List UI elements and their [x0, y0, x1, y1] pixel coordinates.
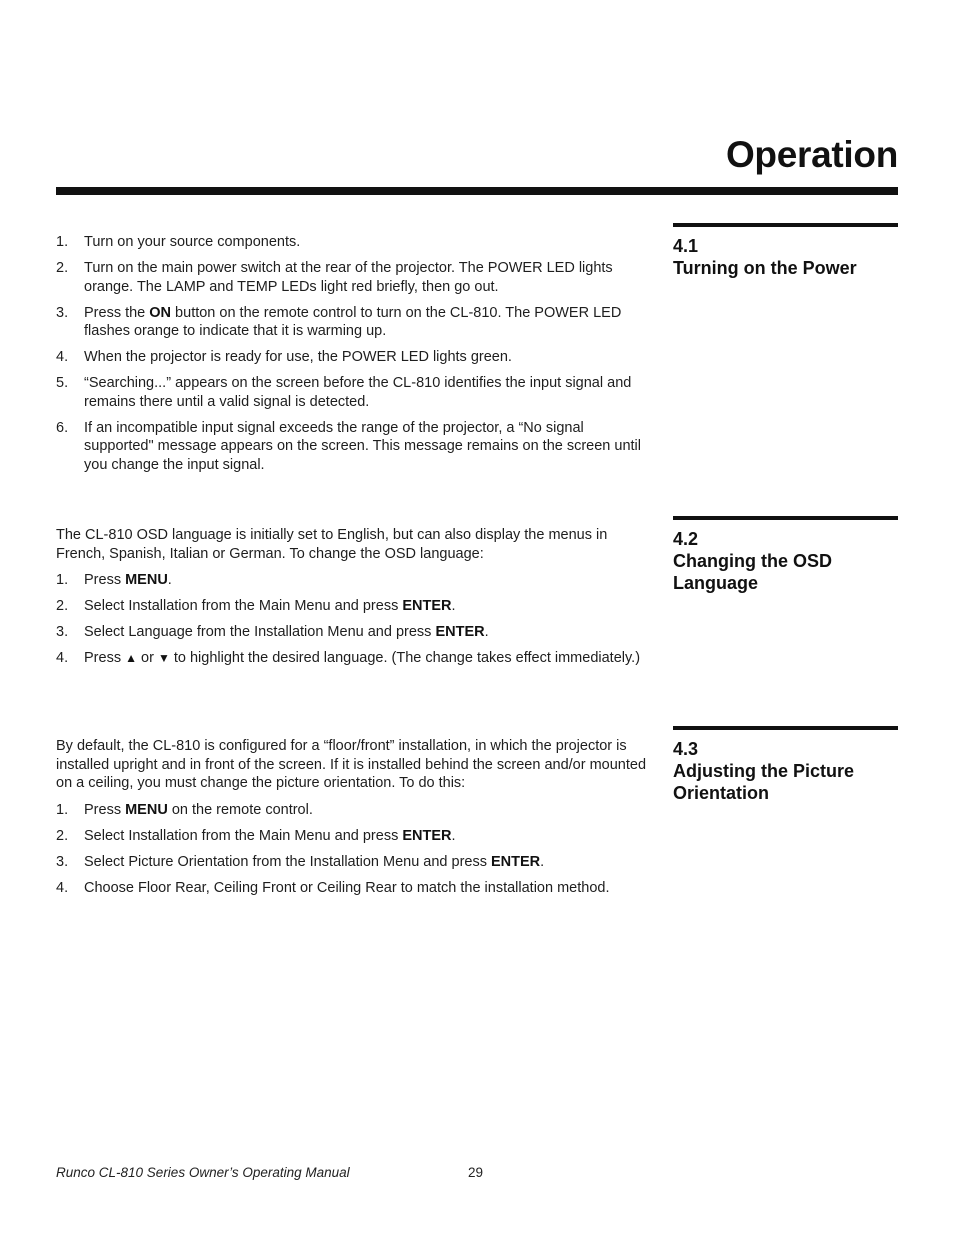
section-heading	[673, 738, 898, 804]
step-text: .	[540, 853, 545, 870]
step-item	[56, 649, 656, 668]
menu-button-label: MENU	[125, 572, 168, 588]
step-item	[56, 879, 656, 898]
step-number: 3.	[56, 624, 69, 640]
section-rule	[673, 726, 898, 730]
step-number: 4.	[56, 349, 69, 365]
section-heading	[673, 528, 898, 594]
down-arrow-icon: ▼	[157, 651, 170, 665]
step-text: .	[451, 598, 456, 614]
step-item	[56, 597, 656, 616]
step-list	[56, 801, 656, 898]
up-arrow-icon: ▲	[125, 651, 137, 665]
step-item	[56, 233, 656, 252]
step-number: 2.	[56, 827, 69, 844]
step-text: .	[484, 624, 489, 640]
step-item	[56, 801, 656, 820]
step-text: When the projector is ready for use, the POWER LED lights green.	[84, 349, 512, 365]
step-item	[56, 571, 656, 590]
section-intro: The CL-810 OSD language is initially set to English, but can also display the menus in French, Spanish, Italian or German. To change the OSD language:	[56, 527, 608, 562]
footer-page-number: 29	[468, 1165, 484, 1180]
section-number: 4.3	[673, 739, 699, 759]
step-text: on the remote control.	[167, 801, 313, 818]
step-item	[56, 374, 656, 411]
step-text: Press	[84, 801, 126, 818]
step-text: Select Picture Orientation from the Installation Menu and press	[84, 853, 492, 870]
section-number: 4.1	[673, 236, 699, 256]
section-body	[56, 526, 656, 675]
step-number: 5.	[56, 375, 69, 391]
on-button-label: ON	[149, 304, 172, 321]
step-text: Select Installation from the Main Menu and press	[84, 598, 403, 614]
step-number: 2.	[56, 260, 69, 276]
step-number: 4.	[56, 879, 69, 896]
step-item	[56, 623, 656, 642]
step-number: 6.	[56, 419, 69, 436]
step-number: 1.	[56, 234, 69, 250]
step-text: or	[136, 650, 158, 666]
step-number: 3.	[56, 304, 69, 321]
step-item	[56, 348, 656, 367]
step-number: 3.	[56, 853, 69, 870]
step-text: .	[167, 572, 172, 588]
section-title: Turning on the Power	[673, 258, 857, 278]
step-text: button on the remote control to turn on the CL-810. The POWER LED flashes orange to indicate that it is warming up.	[84, 304, 622, 339]
step-number: 2.	[56, 598, 69, 614]
step-text: Turn on the main power switch at the rear of the projector. The POWER LED lights orange. The LAMP and TEMP LEDs light red briefly, then go out.	[84, 260, 613, 295]
chapter-title: Operation	[725, 134, 898, 175]
section-rule	[673, 223, 898, 227]
step-number: 1.	[56, 572, 69, 588]
step-text: Choose Floor Rear, Ceiling Front or Ceiling Rear to match the installation method.	[84, 879, 610, 896]
section-title-line1: Adjusting the Picture	[673, 761, 855, 781]
step-item	[56, 853, 656, 872]
step-text: to highlight the desired language. (The change takes effect immediately.)	[169, 650, 641, 666]
section-title-line2: Orientation	[673, 783, 770, 803]
step-text: Select Installation from the Main Menu and press	[84, 827, 403, 844]
step-item	[56, 827, 656, 846]
step-list	[56, 571, 656, 668]
step-text: If an incompatible input signal exceeds the range of the projector, a “No signal supported" message appears on the screen. This message remains on the screen until you change the input signal.	[84, 419, 641, 473]
enter-button-label: ENTER	[402, 598, 452, 614]
menu-button-label: MENU	[125, 801, 168, 818]
section-intro: By default, the CL-810 is configured for a “floor/front” installation, in which the projector is installed upright and in front of the screen. If it is installed behind the screen and/or mounted on a ceiling, you must change the picture orientation. To do this:	[56, 738, 647, 791]
step-item	[56, 419, 656, 475]
section-body	[56, 737, 656, 905]
step-number: 4.	[56, 650, 69, 666]
step-text: Press the	[84, 304, 150, 321]
enter-button-label: ENTER	[435, 624, 485, 640]
section-body	[56, 233, 656, 482]
section-number: 4.2	[673, 529, 699, 549]
step-list	[56, 233, 656, 474]
section-title-line1: Changing the OSD	[673, 551, 832, 571]
footer-manual-title: Runco CL-810 Series Owner’s Operating Manual	[56, 1165, 350, 1180]
step-text: Press	[84, 572, 126, 588]
step-text: “Searching...” appears on the screen before the CL-810 identifies the input signal and remains there until a valid signal is detected.	[84, 375, 632, 410]
enter-button-label: ENTER	[491, 853, 541, 870]
section-title-line2: Language	[673, 573, 759, 593]
step-item	[56, 259, 656, 296]
section-rule	[673, 516, 898, 520]
step-text: .	[451, 827, 456, 844]
enter-button-label: ENTER	[402, 827, 452, 844]
section-heading	[673, 235, 898, 279]
step-text: Turn on your source components.	[84, 234, 301, 250]
step-text: Select Language from the Installation Menu and press	[84, 624, 436, 640]
step-item	[56, 304, 656, 341]
step-number: 1.	[56, 801, 69, 818]
chapter-rule	[56, 187, 898, 195]
step-text: Press	[84, 650, 126, 666]
